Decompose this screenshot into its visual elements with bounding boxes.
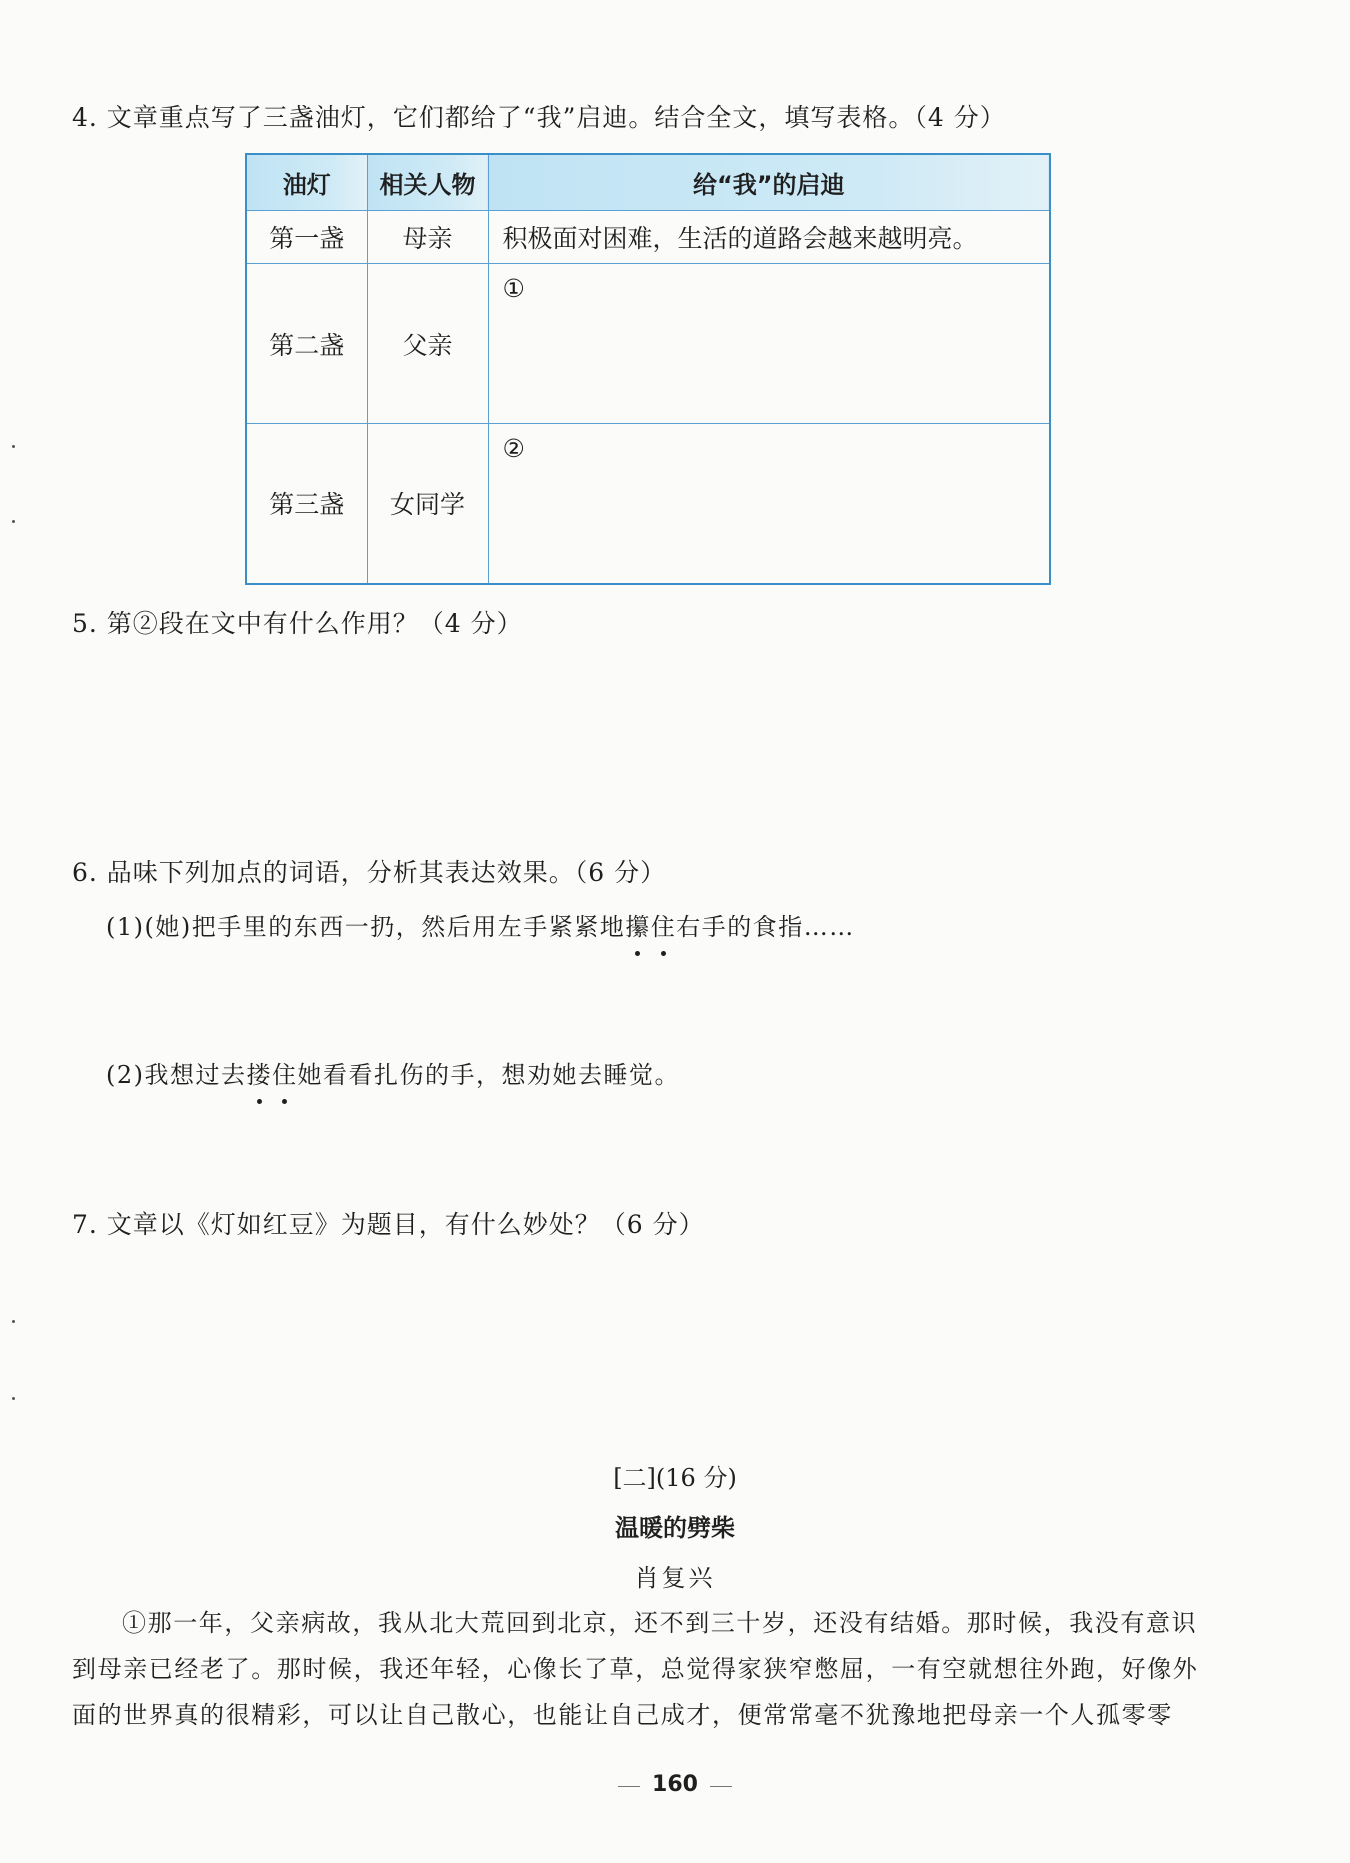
cell-person: 女同学 [367, 424, 488, 584]
answer-blank-1[interactable]: ① [488, 264, 1050, 424]
question-6: 6. 品味下列加点的词语，分析其表达效果。（6 分） [72, 858, 667, 887]
passage-line: ①那一年，父亲病故，我从北大荒回到北京，还不到三十岁，还没有结婚。那时候，我没有意识 [122, 1609, 1198, 1637]
scan-mark [12, 1397, 15, 1400]
cell-insight: 积极面对困难，生活的道路会越来越明亮。 [488, 211, 1050, 264]
lamp-table [245, 153, 1051, 585]
question-4: 4. 文章重点写了三盏油灯，它们都给了“我”启迪。结合全文，填写表格。（4 分） [72, 103, 1006, 132]
passage-line: 到母亲已经老了。那时候，我还年轻，心像长了草，总觉得家狭窄憋屈，一有空就想往外跑，好像外 [72, 1655, 1199, 1683]
scan-mark [12, 1320, 15, 1323]
scan-mark [12, 520, 15, 523]
dotted-char: 住 [651, 907, 677, 942]
passage-author: 肖复兴 [634, 1564, 716, 1592]
table-row [246, 424, 1050, 584]
table-row [246, 264, 1050, 424]
cell-lamp: 第二盏 [246, 264, 367, 424]
passage-title: 温暖的劈柴 [615, 1514, 735, 1542]
cell-person: 母亲 [367, 211, 488, 264]
footer-dash [618, 1786, 640, 1787]
answer-blank-2[interactable]: ② [488, 424, 1050, 584]
passage-line: 面的世界真的很精彩，可以让自己散心，也能让自己成才，便常常毫不犹豫地把母亲一个人孤零零 [72, 1701, 1173, 1729]
page-footer [0, 1772, 1350, 1797]
question-7: 7. 文章以《灯如红豆》为题目，有什么妙处？（6 分） [72, 1210, 705, 1239]
table-row [246, 211, 1050, 264]
dotted-char: 搂 [247, 1055, 273, 1090]
cell-lamp: 第三盏 [246, 424, 367, 584]
dotted-char: 攥 [625, 907, 651, 942]
header-lamp: 油灯 [246, 154, 367, 211]
question-5: 5. 第②段在文中有什么作用？（4 分） [72, 609, 523, 638]
header-person: 相关人物 [367, 154, 488, 211]
footer-dash [710, 1786, 732, 1787]
header-insight: 给“我”的启迪 [488, 154, 1050, 211]
question-6-sentence-1 [106, 907, 855, 942]
page-number: 160 [652, 1772, 698, 1797]
passage-body [72, 1600, 1199, 1738]
sentence-text: (1)(她)把手里的东西一扔，然后用左手紧紧地 [106, 913, 626, 941]
question-6-sentence-2 [106, 1055, 680, 1090]
section-label: [二](16 分) [613, 1464, 737, 1492]
table-header-row [246, 154, 1050, 211]
dotted-char: 住 [272, 1055, 298, 1090]
cell-lamp: 第一盏 [246, 211, 367, 264]
sentence-text: 右手的食指…… [676, 913, 855, 941]
sentence-text: (2)我想过去 [106, 1061, 247, 1089]
scan-mark [12, 445, 15, 448]
cell-person: 父亲 [367, 264, 488, 424]
sentence-text: 她看看扎伤的手，想劝她去睡觉。 [297, 1061, 680, 1089]
